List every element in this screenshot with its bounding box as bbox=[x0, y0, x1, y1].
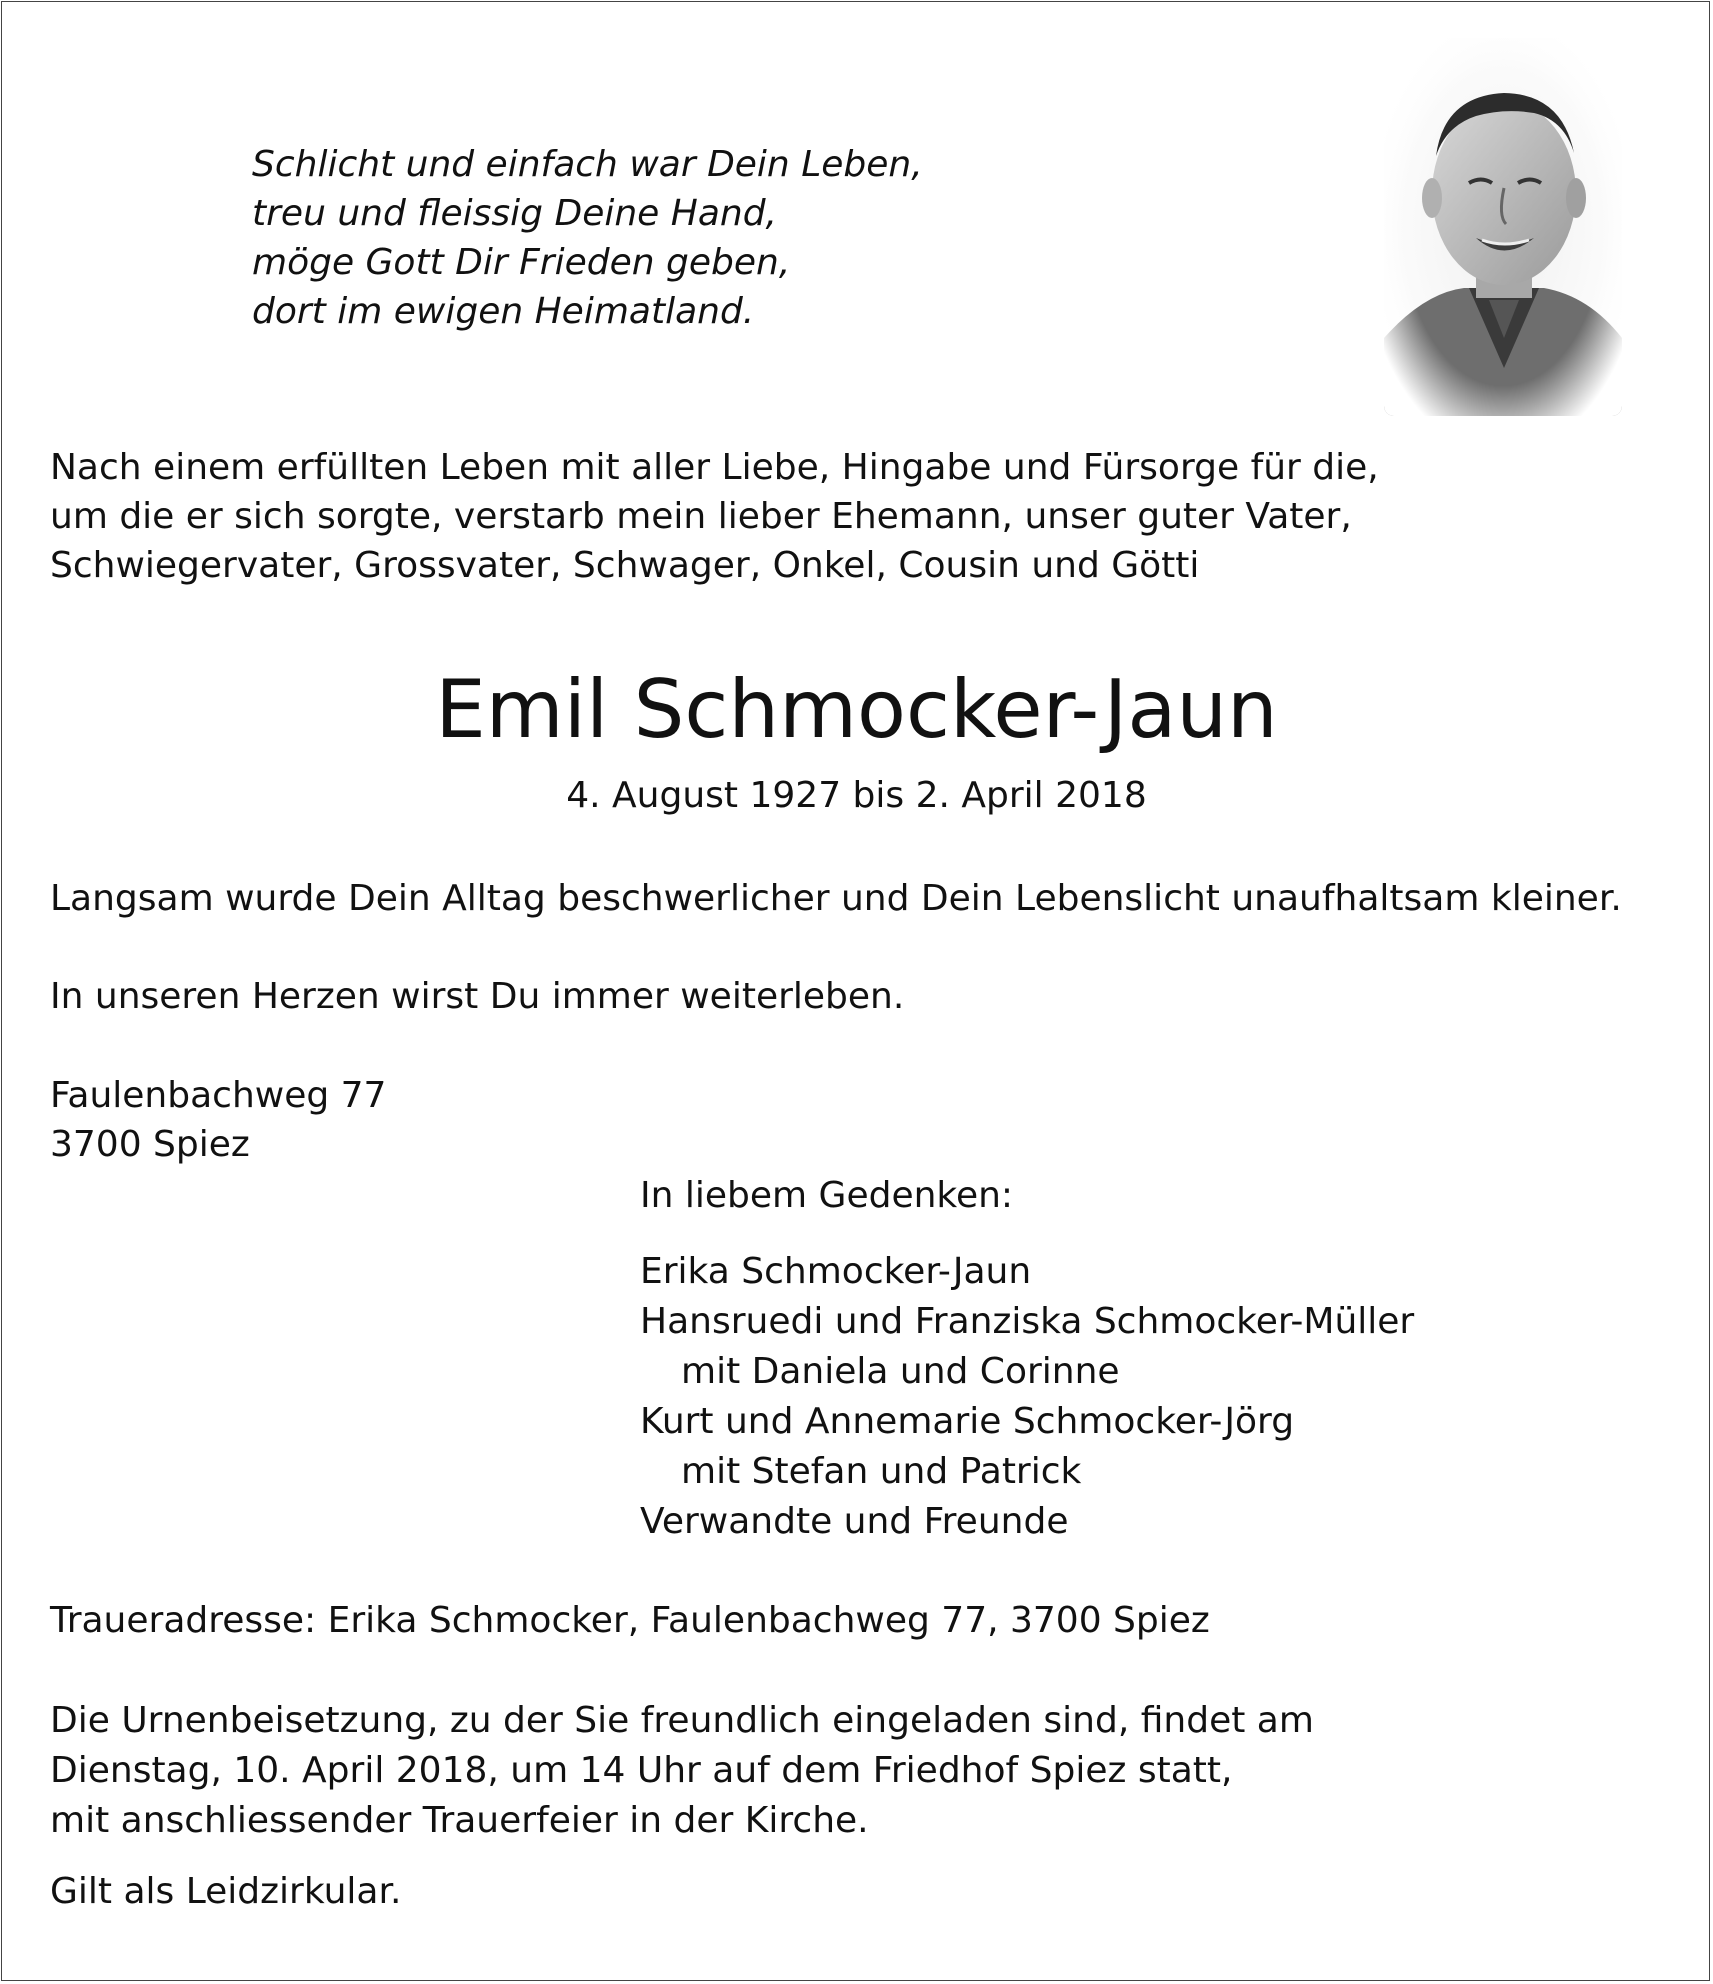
poem-line: Schlicht und einfach war Dein Leben, bbox=[252, 144, 923, 185]
family-member: Kurt und Annemarie Schmocker-Jörg bbox=[640, 1401, 1295, 1442]
portrait-photo bbox=[1384, 38, 1622, 416]
paragraph-herzen: In unseren Herzen wirst Du immer weiterleben. bbox=[50, 976, 905, 1017]
address-street: Faulenbachweg 77 bbox=[50, 1075, 387, 1116]
family-member: mit Daniela und Corinne bbox=[681, 1351, 1120, 1392]
paragraph-alltag: Langsam wurde Dein Alltag beschwerlicher und Dein Lebenslicht unaufhaltsam kleiner. bbox=[50, 878, 1622, 919]
intro-line: Nach einem erfüllten Leben mit aller Liebe, Hingabe und Fürsorge für die, bbox=[50, 447, 1379, 488]
intro-line: um die er sich sorgte, verstarb mein lieber Ehemann, unser guter Vater, bbox=[50, 496, 1352, 537]
intro-line: Schwiegervater, Grossvater, Schwager, Onkel, Cousin und Götti bbox=[50, 545, 1200, 586]
poem-line: dort im ewigen Heimatland. bbox=[252, 291, 755, 332]
closing-note: Gilt als Leidzirkular. bbox=[50, 1871, 402, 1912]
life-dates: 4. August 1927 bis 2. April 2018 bbox=[566, 775, 1147, 816]
deceased-name: Emil Schmocker-Jaun bbox=[435, 663, 1278, 756]
burial-info bbox=[50, 1696, 1314, 1846]
family-member: mit Stefan und Patrick bbox=[681, 1451, 1082, 1492]
portrait-illustration bbox=[1384, 38, 1622, 416]
family-list bbox=[640, 1247, 1414, 1547]
burial-line: Die Urnenbeisetzung, zu der Sie freundlich eingeladen sind, findet am bbox=[50, 1700, 1314, 1741]
poem-line: möge Gott Dir Frieden geben, bbox=[252, 242, 791, 283]
burial-line: Dienstag, 10. April 2018, um 14 Uhr auf dem Friedhof Spiez statt, bbox=[50, 1750, 1233, 1791]
burial-line: mit anschliessender Trauerfeier in der Kirche. bbox=[50, 1800, 869, 1841]
address-city: 3700 Spiez bbox=[50, 1124, 250, 1165]
intro-text bbox=[50, 443, 1379, 590]
family-member: Verwandte und Freunde bbox=[640, 1501, 1069, 1542]
poem bbox=[252, 140, 923, 336]
mourning-address: Traueradresse: Erika Schmocker, Faulenbachweg 77, 3700 Spiez bbox=[50, 1600, 1210, 1641]
memory-heading: In liebem Gedenken: bbox=[640, 1175, 1014, 1216]
poem-line: treu und fleissig Deine Hand, bbox=[252, 193, 777, 234]
home-address bbox=[50, 1071, 386, 1169]
family-member: Hansruedi und Franziska Schmocker-Müller bbox=[640, 1301, 1415, 1342]
family-member: Erika Schmocker-Jaun bbox=[640, 1251, 1032, 1292]
